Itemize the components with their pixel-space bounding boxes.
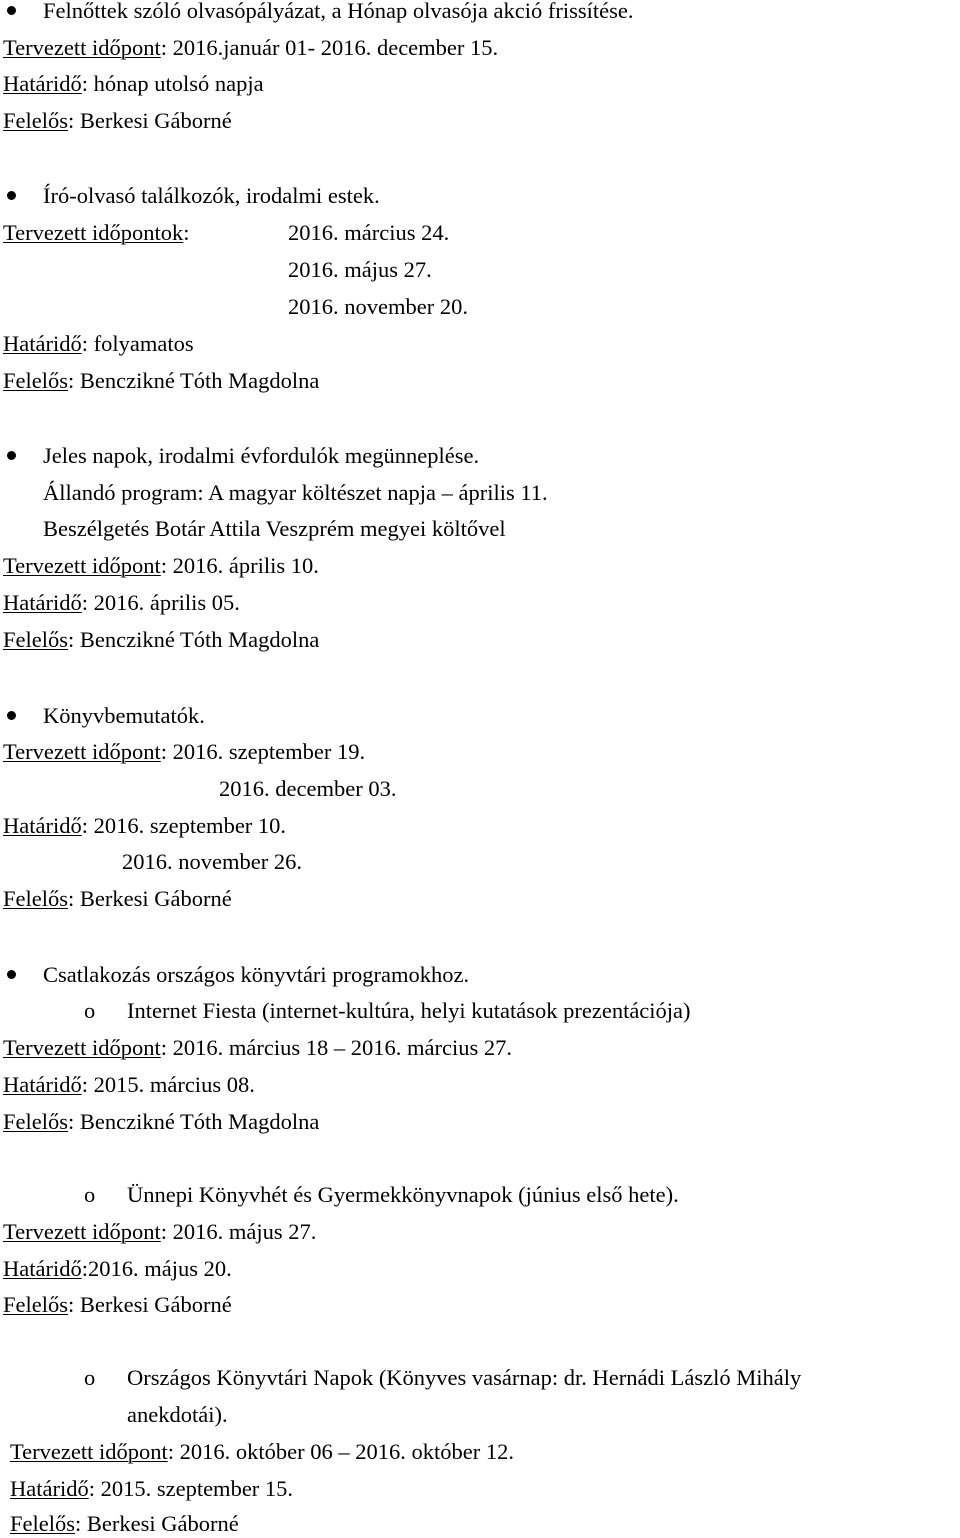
planned-label: Tervezett időpont: [3, 35, 161, 60]
section2-deadline: [3, 330, 194, 358]
deadline-value: : 2015. március 08.: [81, 1072, 255, 1097]
deadline-label: Határidő: [3, 590, 82, 615]
bullet-icon: [7, 451, 16, 460]
sub1-deadline: [3, 1071, 255, 1099]
planned-colon: :: [183, 220, 190, 245]
responsible-label: Felelős: [3, 1292, 68, 1317]
responsible-label: Felelős: [3, 886, 68, 911]
planned-value: : 2016.január 01- 2016. december 15.: [160, 35, 499, 60]
deadline-value: : folyamatos: [81, 331, 194, 356]
section1-responsible: [3, 107, 232, 135]
responsible-value: : Benczikné Tóth Magdolna: [68, 1109, 320, 1134]
responsible-label: Felelős: [3, 1109, 68, 1134]
planned-label: Tervezett időpont: [10, 1439, 168, 1464]
deadline-value: : 2016. szeptember 10.: [81, 813, 287, 838]
responsible-label: Felelős: [3, 108, 68, 133]
section2-date-3: 2016. november 20.: [288, 294, 468, 319]
responsible-value: : Benczikné Tóth Magdolna: [68, 627, 320, 652]
responsible-label: Felelős: [3, 627, 68, 652]
sub2-planned: [3, 1218, 316, 1246]
deadline-label: Határidő: [10, 1476, 89, 1501]
deadline-label: Határidő: [3, 1072, 82, 1097]
section2-date-1: 2016. március 24.: [288, 220, 450, 245]
planned-value: : 2016. április 10.: [160, 553, 319, 578]
section3-responsible: [3, 626, 319, 654]
section4-deadline: [3, 812, 286, 840]
bullet-icon: [7, 191, 16, 200]
responsible-label: Felelős: [10, 1511, 75, 1536]
section1-planned: [3, 34, 498, 62]
sub1-title: Internet Fiesta (internet-kultúra, helyi kutatások prezentációja): [127, 998, 691, 1023]
deadline-value: : hónap utolsó napja: [81, 71, 264, 96]
deadline-value: : 2015. szeptember 15.: [88, 1476, 294, 1501]
section2-title: Író-olvasó találkozók, irodalmi estek.: [43, 183, 380, 208]
sub3-title-2: anekdotái).: [127, 1402, 228, 1427]
section4-title: Könyvbemutatók.: [43, 703, 205, 728]
sub3-responsible: [10, 1510, 239, 1538]
planned-value: : 2016. május 27.: [160, 1219, 317, 1244]
sub2-deadline: [3, 1255, 232, 1283]
sub2-title: Ünnepi Könyvhét és Gyermekkönyvnapok (június első hete).: [127, 1182, 679, 1207]
responsible-value: : Berkesi Gáborné: [68, 886, 232, 911]
section4-planned-2: 2016. december 03.: [219, 776, 397, 801]
section4-responsible: [3, 885, 232, 913]
bullet-icon: [7, 6, 16, 15]
section2-responsible: [3, 367, 319, 395]
sub2-responsible: [3, 1291, 232, 1319]
responsible-value: : Benczikné Tóth Magdolna: [68, 368, 320, 393]
deadline-value: :2016. május 20.: [81, 1256, 232, 1281]
circle-bullet-icon: o: [84, 1365, 96, 1390]
section1-deadline: [3, 70, 264, 98]
deadline-label: Határidő: [3, 71, 82, 96]
circle-bullet-icon: o: [84, 998, 96, 1023]
sub3-planned: [10, 1438, 514, 1466]
bullet-icon: [7, 970, 16, 979]
planned-value: : 2016. március 18 – 2016. március 27.: [160, 1035, 512, 1060]
planned-label: Tervezett időpontok: [3, 220, 184, 245]
deadline-label: Határidő: [3, 331, 82, 356]
deadline-label: Határidő: [3, 813, 82, 838]
planned-label: Tervezett időpont: [3, 1035, 161, 1060]
deadline-label: Határidő: [3, 1256, 82, 1281]
section3-deadline: [3, 589, 240, 617]
sub3-title: Országos Könyvtári Napok (Könyves vasárnap: dr. Hernádi László Mihály: [127, 1365, 802, 1390]
section1-title: Felnőttek szóló olvasópályázat, a Hónap olvasója akció frissítése.: [43, 0, 634, 23]
responsible-value: : Berkesi Gáborné: [75, 1511, 239, 1536]
section3-title: Jeles napok, irodalmi évfordulók megünneplése.: [43, 443, 480, 468]
responsible-value: : Berkesi Gáborné: [68, 1292, 232, 1317]
circle-bullet-icon: o: [84, 1182, 96, 1207]
planned-value: : 2016. október 06 – 2016. október 12.: [167, 1439, 514, 1464]
sub1-planned: [3, 1034, 512, 1062]
section5-title: Csatlakozás országos könyvtári programokhoz.: [43, 962, 470, 987]
planned-value: : 2016. szeptember 19.: [160, 739, 366, 764]
planned-label: Tervezett időpont: [3, 1219, 161, 1244]
bullet-icon: [7, 711, 16, 720]
section3-planned: [3, 552, 319, 580]
planned-label: Tervezett időpont: [3, 553, 161, 578]
responsible-label: Felelős: [3, 368, 68, 393]
section4-deadline-2: 2016. november 26.: [122, 849, 302, 874]
section3-line2: Állandó program: A magyar költészet napja – április 11.: [43, 480, 548, 505]
responsible-value: : Berkesi Gáborné: [68, 108, 232, 133]
planned-label: Tervezett időpont: [3, 739, 161, 764]
sub1-responsible: [3, 1108, 319, 1136]
section4-planned: [3, 738, 365, 766]
deadline-value: : 2016. április 05.: [81, 590, 240, 615]
sub3-deadline: [10, 1475, 293, 1503]
section2-date-2: 2016. május 27.: [288, 257, 432, 282]
section3-line3: Beszélgetés Botár Attila Veszprém megyei költővel: [43, 516, 506, 541]
section2-planned: [3, 219, 190, 247]
